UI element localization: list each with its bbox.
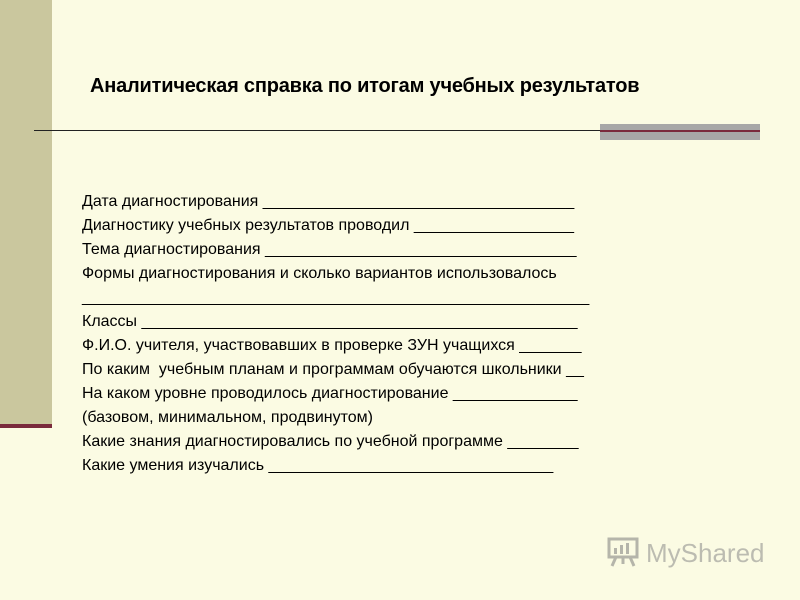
form-line-classes: Классы _________________________________________________ — [82, 313, 578, 330]
form-line-date: Дата диагностирования ___________________________________ — [82, 193, 575, 210]
page-title: Аналитическая справка по итогам учебных результатов — [90, 75, 640, 97]
watermark-text: MyShared — [646, 538, 765, 568]
form-fields — [82, 190, 722, 478]
form-line-curricula: По каким учебным планам и программам обучаются школьники __ — [82, 361, 584, 378]
watermark-logo — [606, 534, 765, 573]
form-line-knowledge: Какие знания диагностировались по учебной программе ________ — [82, 433, 579, 450]
presentation-board-icon — [606, 534, 640, 573]
form-line-conducted-by: Диагностику учебных результатов проводил __________________ — [82, 217, 575, 234]
form-line-forms-blank: _________________________________________________________ — [82, 289, 590, 306]
title-divider — [34, 130, 600, 131]
form-line-teachers: Ф.И.О. учителя, участвовавших в проверке ЗУН учащихся _______ — [82, 337, 582, 354]
divider-accent-block — [600, 124, 760, 140]
form-line-topic: Тема диагностирования ___________________________________ — [82, 241, 577, 258]
form-line-forms: Формы диагностирования и сколько вариантов использовалось — [82, 265, 557, 282]
left-decorative-bar — [0, 0, 52, 427]
form-line-level-options: (базовом, минимальном, продвинутом) — [82, 409, 374, 426]
divider-accent-line — [600, 130, 760, 132]
form-line-level: На каком уровне проводилось диагностирование ______________ — [82, 385, 578, 402]
form-line-skills: Какие умения изучались ________________________________ — [82, 457, 554, 474]
left-bar-accent-line — [0, 424, 52, 428]
